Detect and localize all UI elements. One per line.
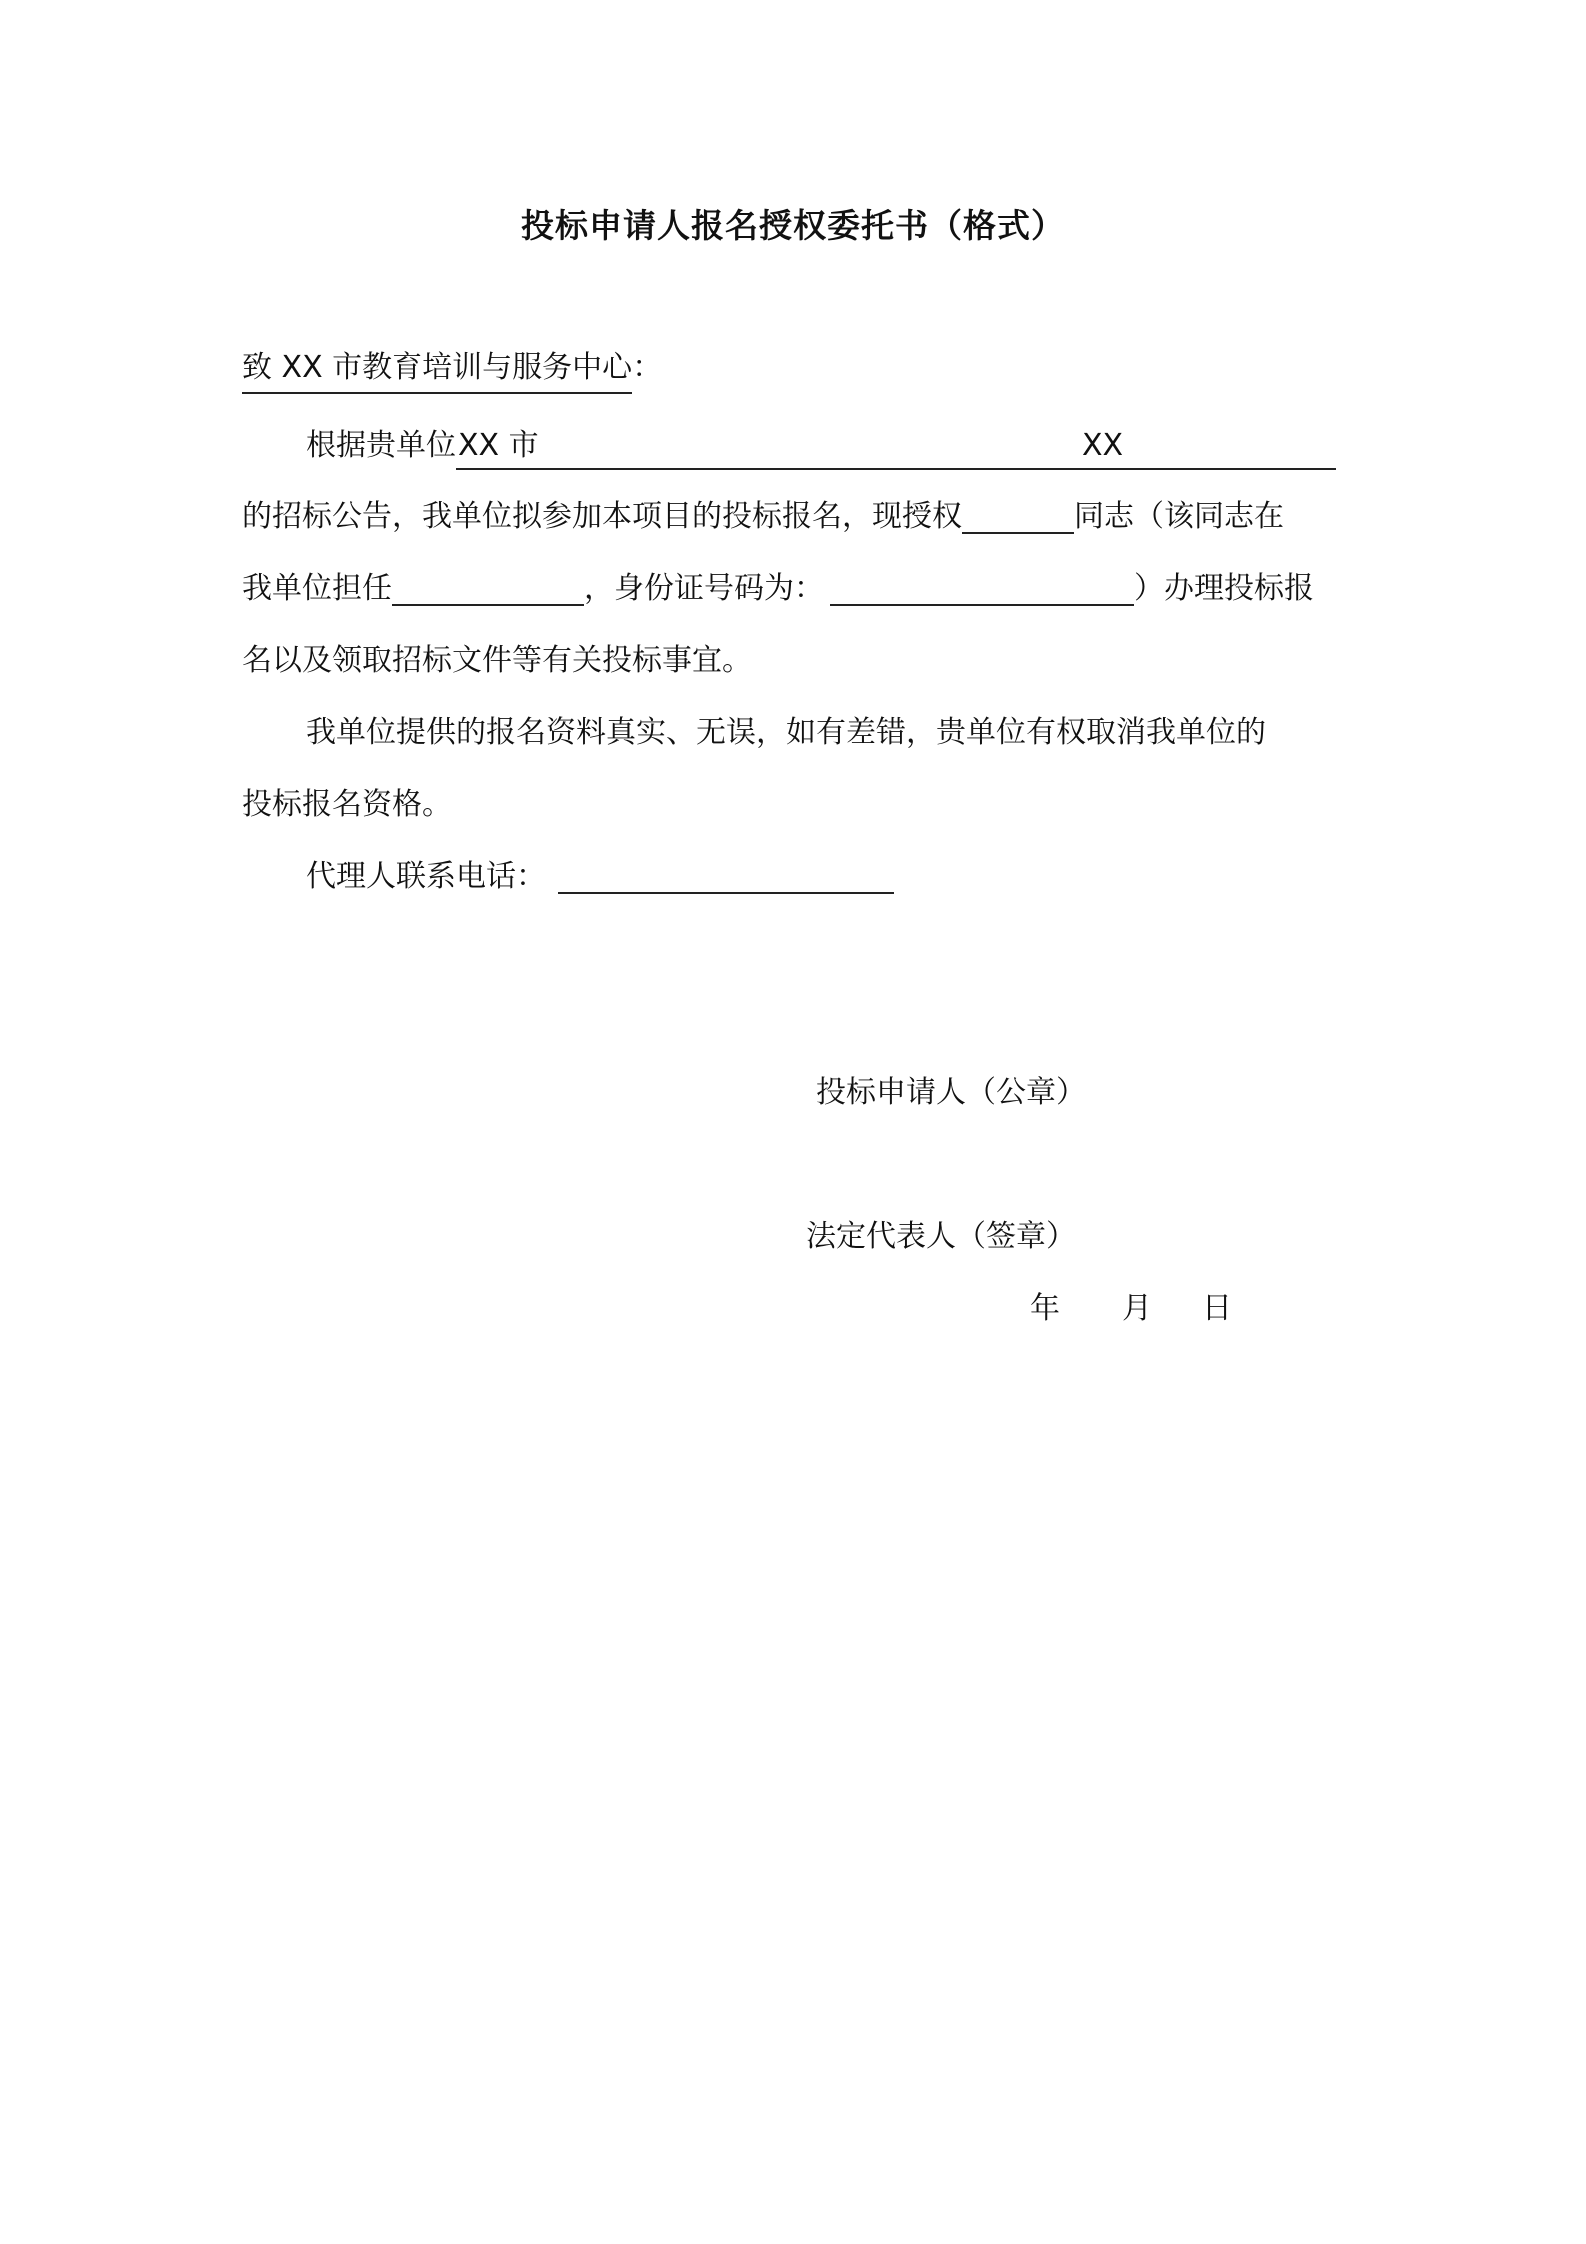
para2-line1: 我单位提供的报名资料真实、无误，如有差错，贵单位有权取消我单位的 <box>306 715 1266 750</box>
agent-phone-line <box>306 855 894 899</box>
addressee-line <box>242 346 662 394</box>
addressee-colon: ： <box>632 350 663 385</box>
legal-rep-seal: 法定代表人（签章） <box>806 1219 1076 1254</box>
project-city: XX 市 <box>458 428 539 463</box>
date-day: 日 <box>1202 1291 1232 1326</box>
para1-line2-b: 同志（该同志在 <box>1074 499 1284 534</box>
addressee-underline <box>242 346 632 394</box>
date-month: 月 <box>1122 1291 1152 1326</box>
position-blank[interactable] <box>392 568 584 606</box>
date-year: 年 <box>1030 1291 1060 1326</box>
para1-line1 <box>306 424 1336 470</box>
para1-line4: 名以及领取招标文件等有关投标事宜。 <box>242 643 752 678</box>
applicant-seal: 投标申请人（公章） <box>816 1075 1086 1110</box>
para1-line3 <box>242 567 1314 611</box>
para1-line2 <box>242 495 1284 539</box>
agent-phone-blank[interactable] <box>558 856 894 894</box>
para2-line2: 投标报名资格。 <box>242 787 452 822</box>
id-number-blank[interactable] <box>830 568 1134 606</box>
agent-phone-label: 代理人联系电话： <box>306 859 546 894</box>
para1-prefix: 根据贵单位 <box>306 428 456 463</box>
addressee-text: 致 XX 市教育培训与服务中心 <box>242 350 633 385</box>
para1-line2-a: 的招标公告，我单位拟参加本项目的投标报名，现授权 <box>242 499 962 534</box>
project-xx: XX <box>1082 428 1124 463</box>
date-line <box>1030 1287 1232 1331</box>
authorized-person-blank[interactable] <box>962 496 1074 534</box>
para1-line3-a: 我单位担任 <box>242 571 392 606</box>
document-title: 投标申请人报名授权委托书（格式） <box>521 206 1065 245</box>
para1-line3-b: ，身份证号码为： <box>584 571 824 606</box>
project-name-blank[interactable] <box>456 424 1336 470</box>
para1-line3-c: ）办理投标报 <box>1134 571 1314 606</box>
